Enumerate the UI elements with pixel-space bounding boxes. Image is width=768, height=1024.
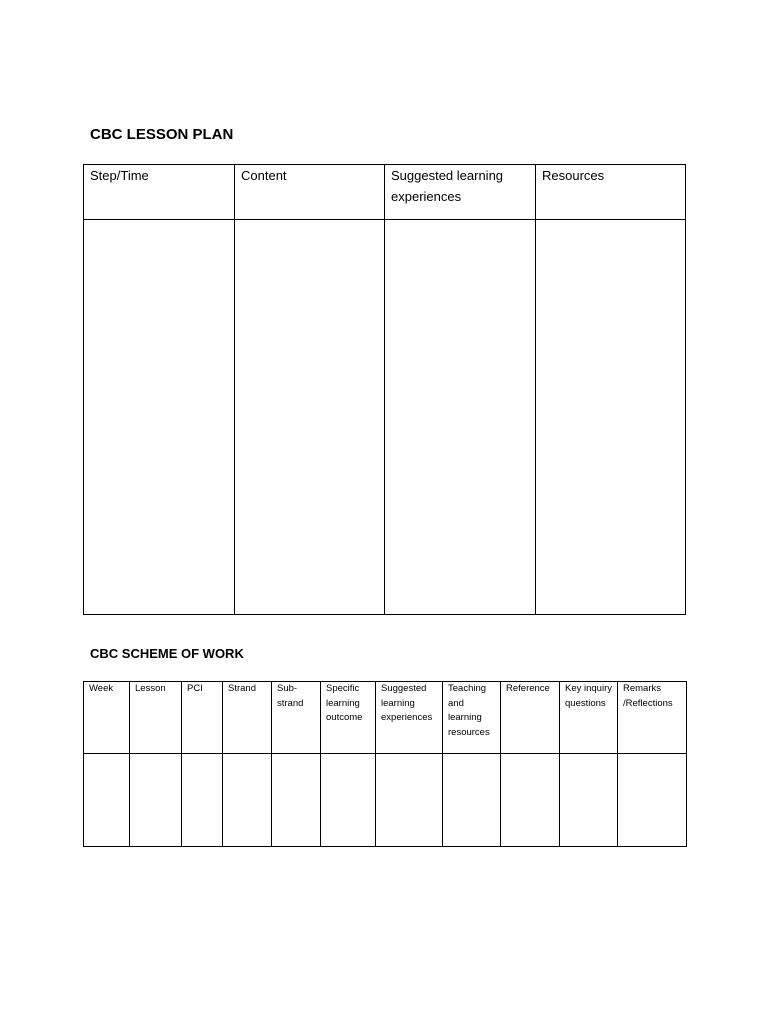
scheme-cell-reference[interactable] — [501, 754, 560, 847]
scheme-header-remarks-reflections: Remarks /Reflections — [618, 682, 687, 754]
scheme-cell-specific-learning-outcome[interactable] — [321, 754, 376, 847]
scheme-header-strand: Strand — [223, 682, 272, 754]
scheme-cell-week[interactable] — [84, 754, 130, 847]
scheme-header-key-inquiry-questions: Key inquiry questions — [560, 682, 618, 754]
scheme-cell-remarks-reflections[interactable] — [618, 754, 687, 847]
scheme-cell-key-inquiry-questions[interactable] — [560, 754, 618, 847]
lesson-plan-header-step-time: Step/Time — [84, 165, 235, 220]
scheme-header-sub-strand: Sub-strand — [272, 682, 321, 754]
scheme-header-suggested-learning-experiences: Suggested learning experiences — [376, 682, 443, 754]
lesson-plan-cell-suggested-learning-experiences[interactable] — [385, 220, 536, 615]
scheme-header-pci: PCI — [182, 682, 223, 754]
lesson-plan-cell-step-time[interactable] — [84, 220, 235, 615]
scheme-header-specific-learning-outcome: Specific learning outcome — [321, 682, 376, 754]
lesson-plan-title: CBC LESSON PLAN — [90, 126, 234, 143]
scheme-of-work-header-row — [84, 682, 687, 754]
scheme-cell-strand[interactable] — [223, 754, 272, 847]
scheme-header-teaching-learning-resources: Teaching and learning resources — [443, 682, 501, 754]
lesson-plan-cell-content[interactable] — [235, 220, 385, 615]
scheme-of-work-title: CBC SCHEME OF WORK — [90, 646, 244, 661]
scheme-header-reference: Reference — [501, 682, 560, 754]
lesson-plan-header-suggested-learning-experiences: Suggested learning experiences — [385, 165, 536, 220]
scheme-cell-pci[interactable] — [182, 754, 223, 847]
lesson-plan-table — [83, 164, 686, 615]
scheme-of-work-table — [83, 681, 687, 847]
scheme-cell-sub-strand[interactable] — [272, 754, 321, 847]
lesson-plan-header-row — [84, 165, 686, 220]
lesson-plan-body-row — [84, 220, 686, 615]
scheme-header-week: Week — [84, 682, 130, 754]
scheme-header-lesson: Lesson — [130, 682, 182, 754]
lesson-plan-cell-resources[interactable] — [536, 220, 686, 615]
scheme-of-work-body-row — [84, 754, 687, 847]
lesson-plan-header-content: Content — [235, 165, 385, 220]
scheme-cell-lesson[interactable] — [130, 754, 182, 847]
lesson-plan-header-resources: Resources — [536, 165, 686, 220]
scheme-cell-teaching-learning-resources[interactable] — [443, 754, 501, 847]
scheme-cell-suggested-learning-experiences[interactable] — [376, 754, 443, 847]
